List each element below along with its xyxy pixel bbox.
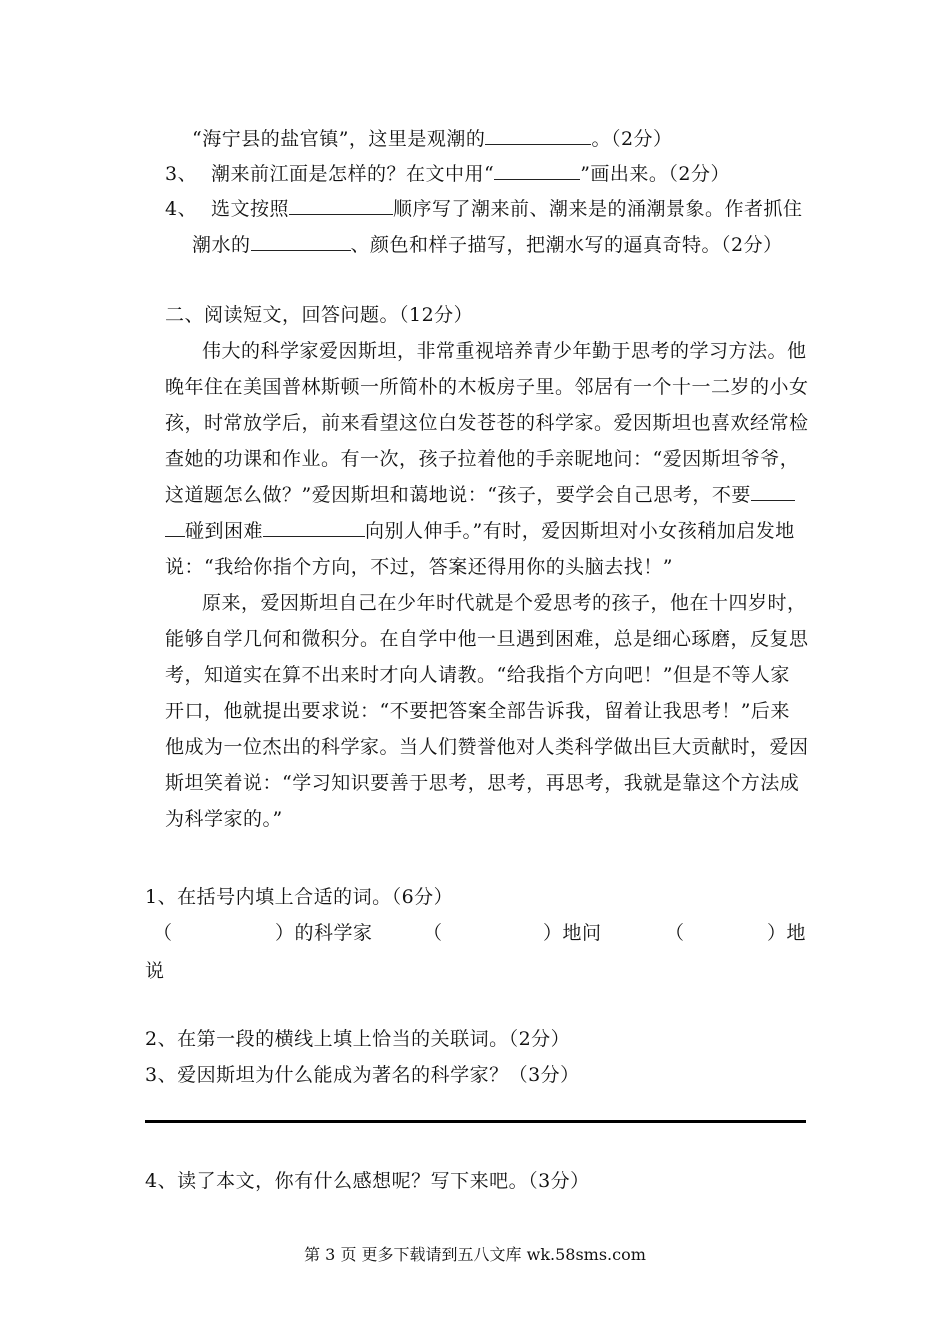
p2-line-6: 斯坦笑着说：“学习知识要善于思考，思考，再思考，我就是靠这个方法成 [165, 772, 800, 794]
p1-line-1: 伟大的科学家爱因斯坦，非常重视培养青少年勤于思考的学习方法。他 [202, 340, 807, 362]
question-score: ”画出来。（2分） [580, 163, 731, 185]
question-text: 潮水的 [192, 234, 251, 256]
answer-blank[interactable] [485, 127, 591, 145]
conjunction-blank[interactable] [263, 519, 365, 537]
p2-line-7: 为科学家的。” [165, 808, 283, 830]
p2-line-1: 原来，爱因斯坦自己在少年时代就是个爱思考的孩子，他在十四岁时， [202, 592, 807, 614]
question-text: 、颜色和样子描写，把潮水写的逼真奇特。（2分） [350, 234, 783, 256]
s1-question-4-body [211, 196, 803, 222]
passage-text: 向别人伸手。”有时，爱因斯坦对小女孩稍加启发地 [365, 520, 795, 542]
p1-line-5 [165, 482, 795, 508]
s1-question-3 [165, 161, 197, 187]
paren-open: （ [153, 922, 173, 944]
answer-line[interactable] [145, 1120, 806, 1123]
passage-text: 碰到困难 [185, 520, 264, 542]
answer-blank[interactable] [289, 197, 393, 215]
fill-label-2: ）地问 [543, 922, 602, 944]
question-3: 3、爱因斯坦为什么能成为著名的科学家？（3分） [145, 1064, 580, 1086]
conjunction-blank-cont[interactable] [165, 519, 185, 537]
paren-open: （ [423, 922, 443, 944]
question-number: 3、 [165, 163, 198, 185]
p2-line-2: 能够自学几何和微积分。在自学中他一旦遇到困难，总是细心琢磨，反复思 [165, 628, 809, 650]
fill-label-1: ）的科学家 [275, 922, 373, 944]
p2-line-3: 考，知道实在算不出来时才向人请教。“给我指个方向吧！”但是不等人家 [165, 664, 790, 686]
question-number: 4、 [165, 198, 198, 220]
p2-line-5: 他成为一位杰出的科学家。当人们赞誉他对人类科学做出巨大贡献时，爱因 [165, 736, 809, 758]
s1-line-1 [192, 126, 673, 152]
s1-question-4 [165, 196, 197, 222]
p1-line-6 [165, 518, 795, 544]
question-2: 2、在第一段的横线上填上恰当的关联词。（2分） [145, 1028, 571, 1050]
p1-line-7: 说：“我给你指个方向，不过，答案还得用你的头脑去找！” [165, 556, 673, 578]
question-1-cont: 说 [145, 960, 165, 982]
p1-line-2: 晚年住在美国普林斯顿一所简朴的木板房子里。邻居有一个十一二岁的小女 [165, 376, 809, 398]
answer-blank[interactable] [494, 162, 580, 180]
s1-question-4-cont [192, 232, 783, 258]
fill-label-3: ）地 [767, 922, 807, 944]
passage-text: 这道题怎么做？”爱因斯坦和蔼地说：“孩子，要学会自己思考，不要 [165, 484, 751, 506]
p1-line-3: 孩，时常放学后，前来看望这位白发苍苍的科学家。爱因斯坦也喜欢经常检 [165, 412, 809, 434]
question-text: 潮来前江面是怎样的？在文中用“ [211, 163, 495, 185]
s1-question-3-body [211, 161, 730, 187]
s1-line-1-score: 。（2分） [591, 128, 673, 150]
p2-line-4: 开口，他就提出要求说：“不要把答案全部告诉我，留着让我思考！”后来 [165, 700, 790, 722]
question-text: 选文按照 [211, 198, 290, 220]
question-1: 1、在括号内填上合适的词。（6分） [145, 886, 454, 908]
section-2-heading: 二、阅读短文，回答问题。（12分） [165, 304, 474, 326]
s1-line-1-text: “海宁县的盐官镇”，这里是观潮的 [192, 128, 486, 150]
question-4: 4、读了本文，你有什么感想呢？写下来吧。（3分） [145, 1170, 590, 1192]
conjunction-blank[interactable] [751, 483, 795, 501]
paren-open: （ [665, 922, 685, 944]
question-text: 顺序写了潮来前、潮来是的涌潮景象。作者抓住 [393, 198, 803, 220]
answer-blank[interactable] [251, 233, 351, 251]
p1-line-4: 查她的功课和作业。有一次，孩子拉着他的手亲昵地问：“爱因斯坦爷爷， [165, 448, 800, 470]
page-footer: 第 3 页 更多下载请到五八文库 wk.58sms.com [304, 1245, 646, 1264]
